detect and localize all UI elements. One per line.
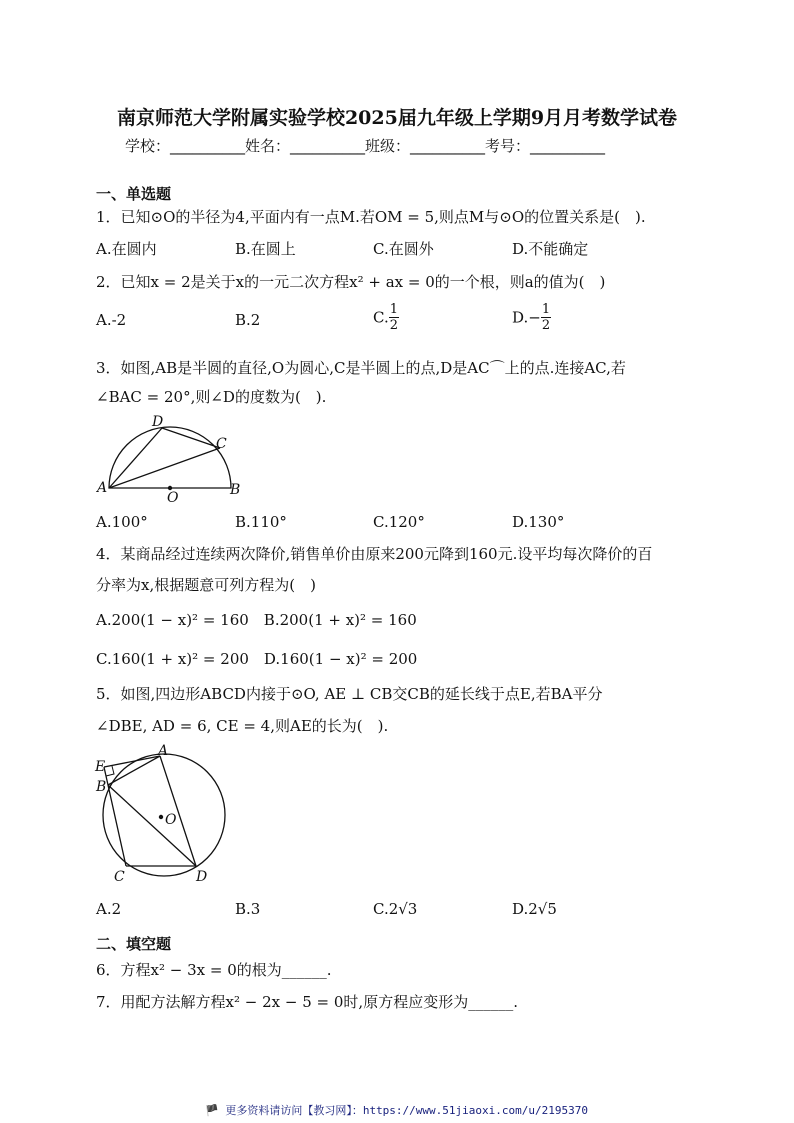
question-5-line-2: ∠DBE, AD = 6, CE = 4,则AE的长为( ). <box>96 717 389 735</box>
fraction-numerator: 1 <box>389 302 398 317</box>
segment-ba <box>108 756 160 785</box>
q2-option-c-label: C. <box>373 308 389 327</box>
q3-option-c: C.120° <box>373 513 425 531</box>
question-6-text: 6．方程x² − 3x = 0的根为______. <box>96 961 332 979</box>
segment-ac <box>109 448 220 488</box>
q2-option-b: B.2 <box>235 311 261 329</box>
q5-option-a: A.2 <box>96 900 122 918</box>
q5-option-c: C.2√3 <box>373 900 418 918</box>
question-2-text: 2．已知x = 2是关于x的一元二次方程x² + ax = 0的一个根，则a的值为( ) <box>96 273 606 291</box>
q4-options-ab: A.200(1 − x)² = 160 B.200(1 + x)² = 160 <box>96 611 417 629</box>
question-5-line-1: 5．如图,四边形ABCD内接于⊙O, AE ⊥ CB交CB的延长线于点E,若BA平分 <box>96 685 603 703</box>
footer-link[interactable]: 🏴 更多资料请访问【教习网】：https://www.51jiaoxi.com/u/2195370 <box>205 1104 588 1117</box>
q2-option-c <box>373 302 399 333</box>
question-3-line-2: ∠BAC = 20°,则∠D的度数为( ). <box>96 388 327 406</box>
student-info-line: 学校：__________姓名：__________班级：__________考号：__________ <box>125 137 606 155</box>
label-a: A <box>158 743 169 759</box>
label-a: A <box>97 480 108 496</box>
fraction-denominator: 2 <box>541 318 551 333</box>
q2-option-d <box>512 302 551 333</box>
circle-o <box>103 754 225 876</box>
question-4-line-2: 分率为x,根据题意可列方程为( ) <box>96 576 316 594</box>
segment-ea <box>104 756 160 767</box>
q1-option-c: C.在圆外 <box>373 240 434 258</box>
label-o: O <box>165 812 177 828</box>
q1-option-d: D.不能确定 <box>512 240 589 258</box>
q3-option-b: B.110° <box>235 513 287 531</box>
q2-option-d-label: D.− <box>512 308 541 327</box>
fraction-numerator: 1 <box>541 302 551 317</box>
question-1-text: 1．已知⊙O的半径为4,平面内有一点M.若OM = 5,则点M与⊙O的位置关系是( ). <box>96 208 646 226</box>
q5-option-d: D.2√5 <box>512 900 557 918</box>
section-fill-in: 二、填空题 <box>96 935 172 953</box>
q3-semicircle-figure <box>90 410 250 505</box>
question-3-line-1: 3．如图,AB是半圆的直径,O为圆心,C是半圆上的点,D是AC⌒上的点.连接AC,若 <box>96 359 626 377</box>
label-d: D <box>152 414 164 430</box>
q5-circle-figure <box>88 740 238 888</box>
q2-option-c-fraction <box>389 302 399 333</box>
label-d: D <box>196 869 208 885</box>
question-4-line-1: 4．某商品经过连续两次降价,销售单价由原来200元降到160元.设平均每次降价的百 <box>96 545 653 563</box>
right-angle-mark <box>106 766 114 776</box>
q1-option-b: B.在圆上 <box>235 240 296 258</box>
center-point-o <box>159 815 163 819</box>
label-o: O <box>167 490 179 505</box>
label-c: C <box>114 869 125 885</box>
q3-option-a: A.100° <box>96 513 148 531</box>
q3-option-d: D.130° <box>512 513 565 531</box>
label-e: E <box>95 759 106 775</box>
q2-option-a: A.-2 <box>96 311 127 329</box>
question-7-text: 7．用配方法解方程x² − 2x − 5 = 0时,原方程应变形为______. <box>96 993 518 1011</box>
label-b: B <box>230 482 241 498</box>
section-single-choice: 一、单选题 <box>96 185 172 203</box>
q2-option-d-fraction <box>541 302 551 333</box>
fraction-denominator: 2 <box>389 318 398 333</box>
q5-option-b: B.3 <box>235 900 261 918</box>
label-c: C <box>216 436 227 452</box>
q1-option-a: A.在圆内 <box>96 240 157 258</box>
semicircle-outline <box>109 427 231 488</box>
label-b: B <box>96 779 107 795</box>
q4-options-cd: C.160(1 + x)² = 200 D.160(1 − x)² = 200 <box>96 650 418 668</box>
exam-title: 南京师范大学附属实验学校2025届九年级上学期9月月考数学试卷 <box>116 107 678 129</box>
